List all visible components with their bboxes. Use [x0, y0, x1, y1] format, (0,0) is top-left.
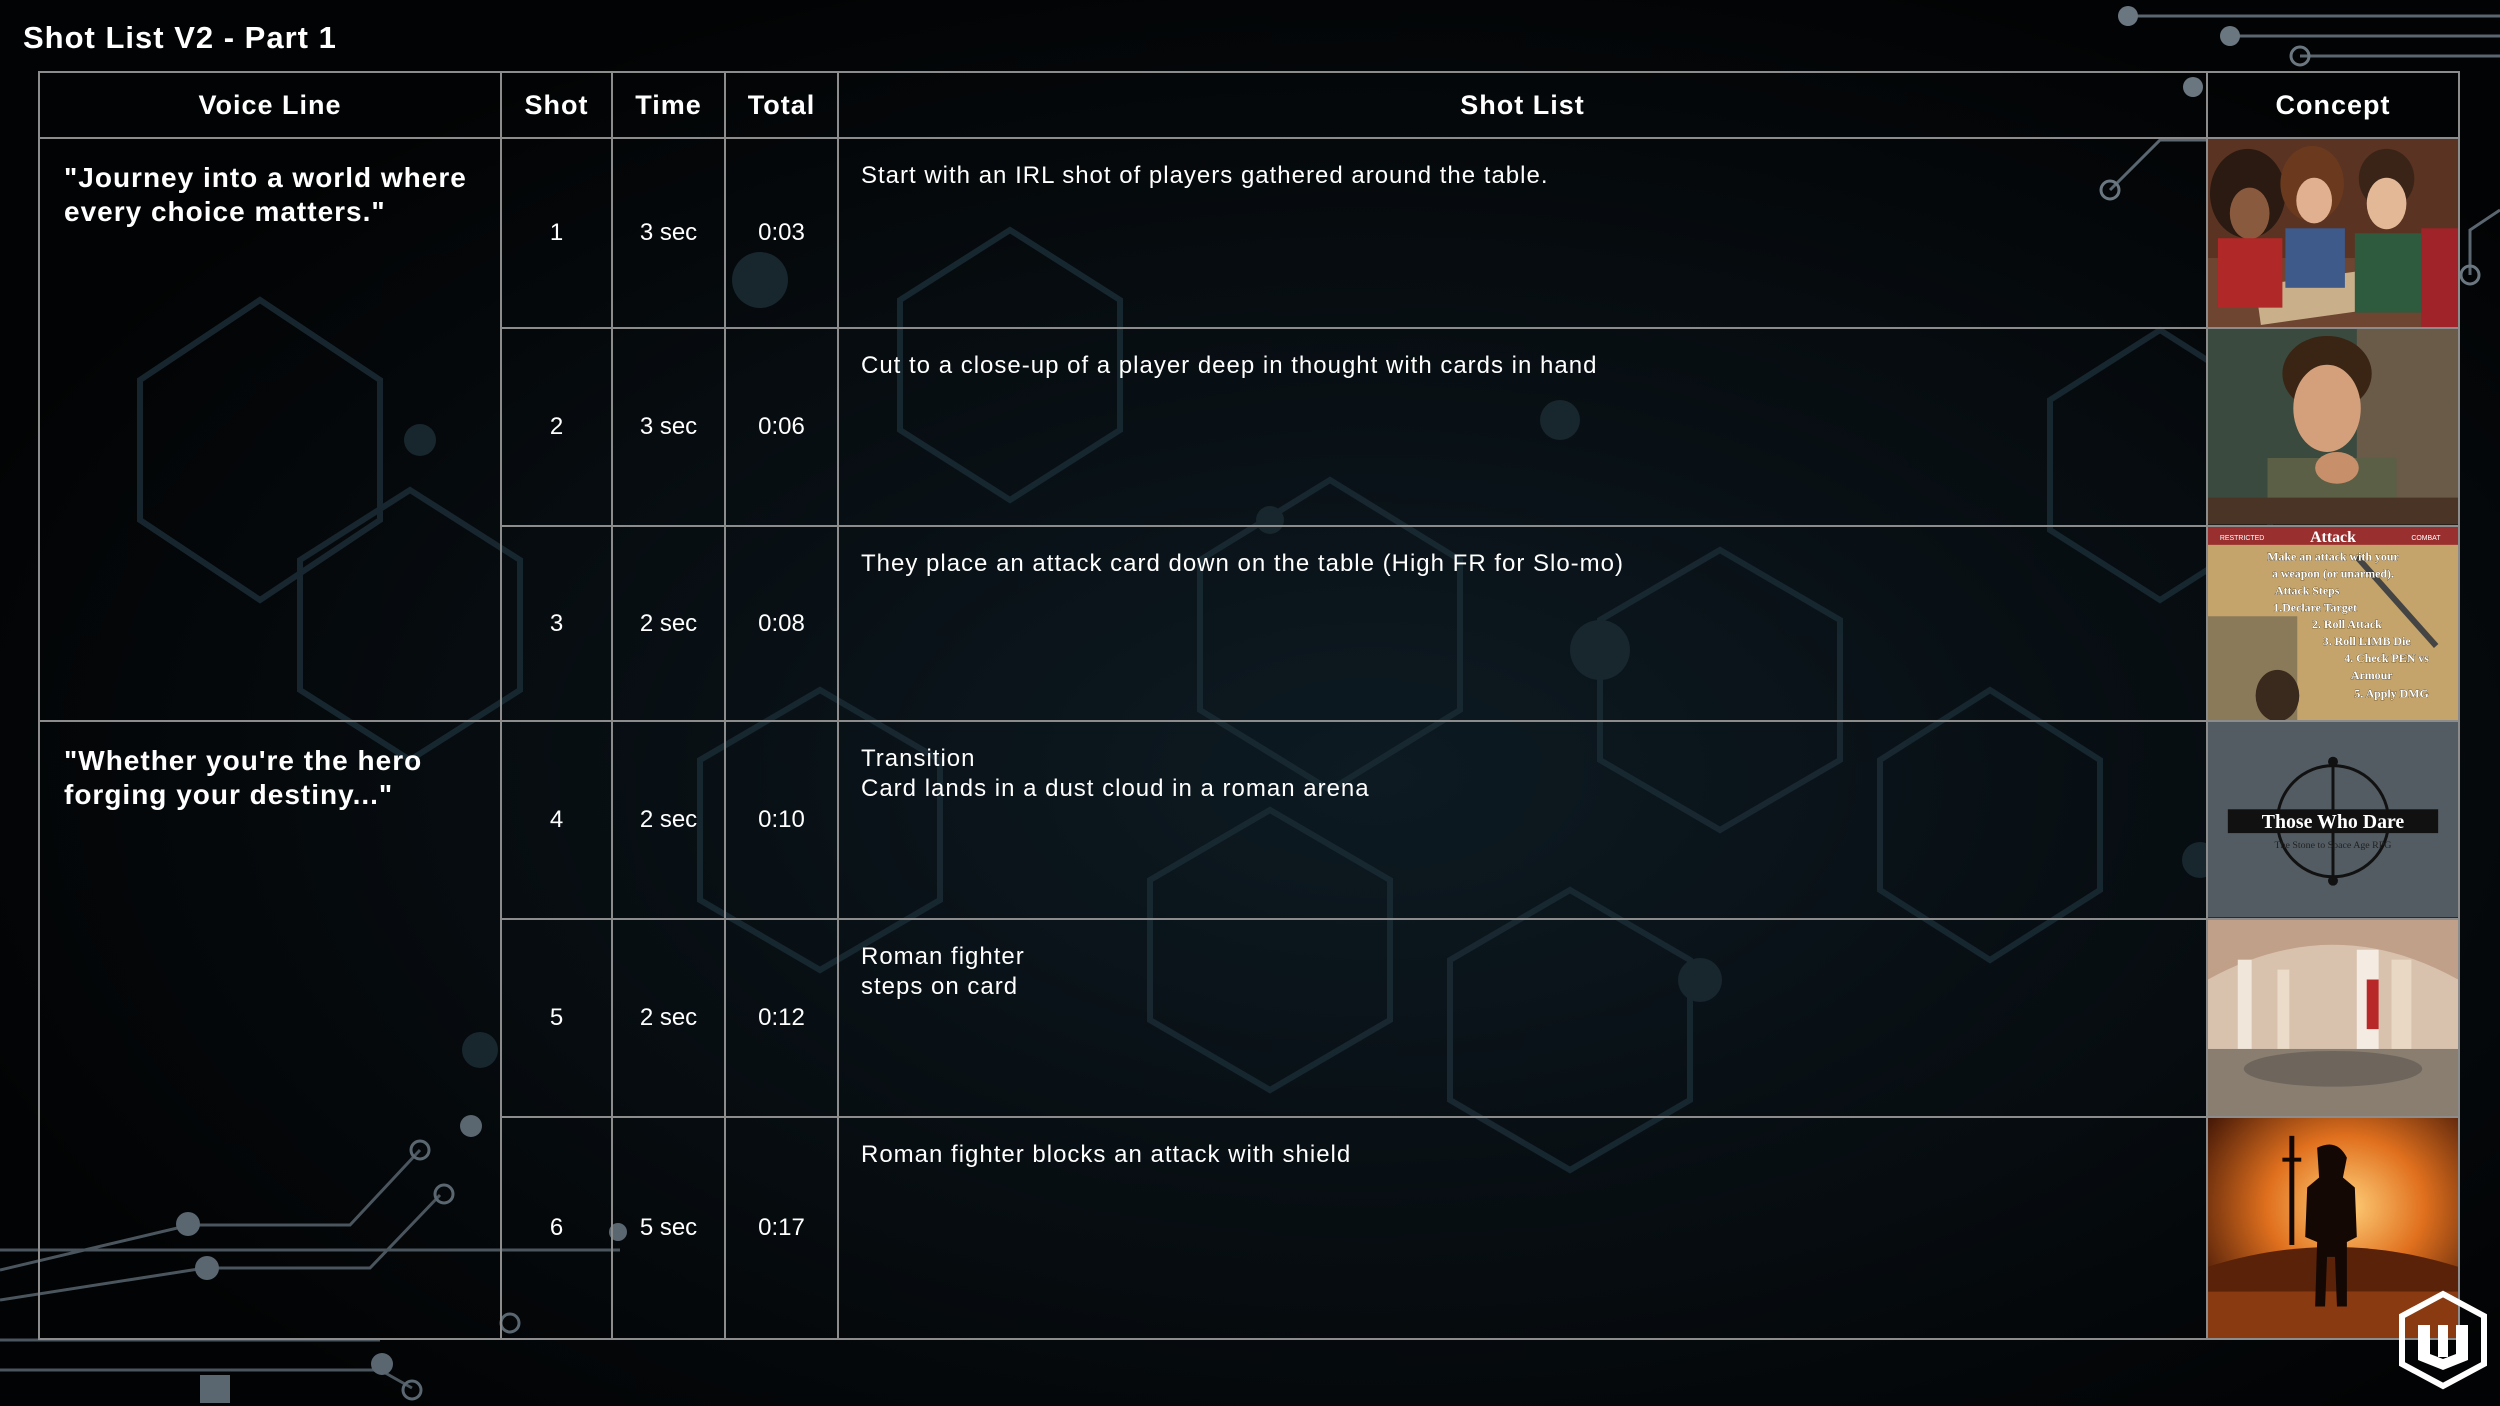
those-who-dare-logo-card	[2208, 722, 2458, 917]
shot-number: 5	[501, 919, 612, 1117]
logo-subtitle: The Stone to Space Age RPG	[2274, 840, 2392, 852]
shot-total: 0:06	[725, 328, 838, 525]
card-text-line: 2. Roll Attack	[2312, 617, 2382, 632]
shot-description-line: Cut to a close-up of a player deep in thought with cards in hand	[861, 352, 1598, 380]
shot-time: 2 sec	[612, 721, 725, 918]
card-tag-left: RESTRICTED	[2219, 534, 2265, 542]
shot-total: 0:10	[725, 721, 838, 918]
shot-number: 3	[501, 526, 612, 721]
shot-total: 0:08	[725, 526, 838, 721]
shot-description	[838, 138, 2207, 328]
header-row	[39, 72, 2459, 138]
shot-number: 4	[501, 721, 612, 918]
concept-cell	[2207, 721, 2459, 918]
table-row	[39, 138, 2459, 328]
shot-time: 2 sec	[612, 526, 725, 721]
concept-cell	[2207, 328, 2459, 525]
shot-time: 2 sec	[612, 919, 725, 1117]
shot-time: 5 sec	[612, 1117, 725, 1339]
card-text-line: a weapon (or unarmed).	[2271, 566, 2395, 581]
card-text-line: Make an attack with your	[2267, 549, 2399, 564]
concept-cell	[2207, 526, 2459, 721]
card-text-line: 5. Apply DMG	[2354, 686, 2429, 701]
shot-description	[838, 1117, 2207, 1339]
page-title: Shot List V2 - Part 1	[23, 20, 337, 55]
concept-cell	[2207, 919, 2459, 1117]
shot-number: 1	[501, 138, 612, 328]
shot-description	[838, 721, 2207, 918]
card-text-line: Attack Steps	[2275, 583, 2340, 598]
column-header-voice-line: Voice Line	[39, 72, 501, 138]
card-title: Attack	[2310, 528, 2356, 546]
voice-line-cell: "Whether you're the hero forging your destiny..."	[39, 721, 501, 1339]
shot-total: 0:17	[725, 1117, 838, 1339]
player-thinking-closeup-photo	[2208, 329, 2458, 524]
roman-arena-interior-image	[2208, 920, 2458, 1116]
column-header-shot-list: Shot List	[838, 72, 2207, 138]
concept-cell	[2207, 138, 2459, 328]
shot-description-line: Start with an IRL shot of players gathered around the table.	[861, 162, 1549, 189]
shot-list-table	[38, 71, 2460, 1340]
shot-description	[838, 919, 2207, 1117]
brand-logo-icon	[2398, 1290, 2488, 1390]
shot-total: 0:12	[725, 919, 838, 1117]
shot-time: 3 sec	[612, 328, 725, 525]
shot-description-line: Transition	[861, 745, 976, 773]
column-header-concept: Concept	[2207, 72, 2459, 138]
shot-description-line: Card lands in a dust cloud in a roman arena	[861, 775, 1370, 803]
card-text-line: Armour	[2350, 667, 2393, 682]
table-row	[39, 721, 2459, 918]
card-text-line: 1.Declare Target	[2273, 600, 2357, 615]
players-around-table-photo	[2208, 139, 2458, 327]
shot-time: 3 sec	[612, 138, 725, 328]
column-header-total: Total	[725, 72, 838, 138]
card-text-line: 3. Roll LIMB Die	[2322, 633, 2411, 648]
attack-card-image	[2208, 527, 2458, 720]
shot-description	[838, 328, 2207, 525]
shot-description-line: steps on card	[861, 972, 1019, 1000]
logo-title: Those Who Dare	[2261, 811, 2405, 834]
shot-number: 6	[501, 1117, 612, 1339]
shot-total: 0:03	[725, 138, 838, 328]
column-header-time: Time	[612, 72, 725, 138]
shot-description	[838, 526, 2207, 721]
shot-number: 2	[501, 328, 612, 525]
shot-description-line: They place an attack card down on the table (High FR for Slo-mo)	[861, 549, 1624, 577]
shot-description-line: Roman fighter blocks an attack with shield	[861, 1141, 1352, 1169]
voice-line-cell: "Journey into a world where every choice matters."	[39, 138, 501, 721]
card-text-line: 4. Check PEN vs	[2344, 650, 2429, 665]
card-tag-right: COMBAT	[2411, 534, 2441, 542]
shot-description-line: Roman fighter	[861, 942, 1025, 970]
column-header-shot: Shot	[501, 72, 612, 138]
